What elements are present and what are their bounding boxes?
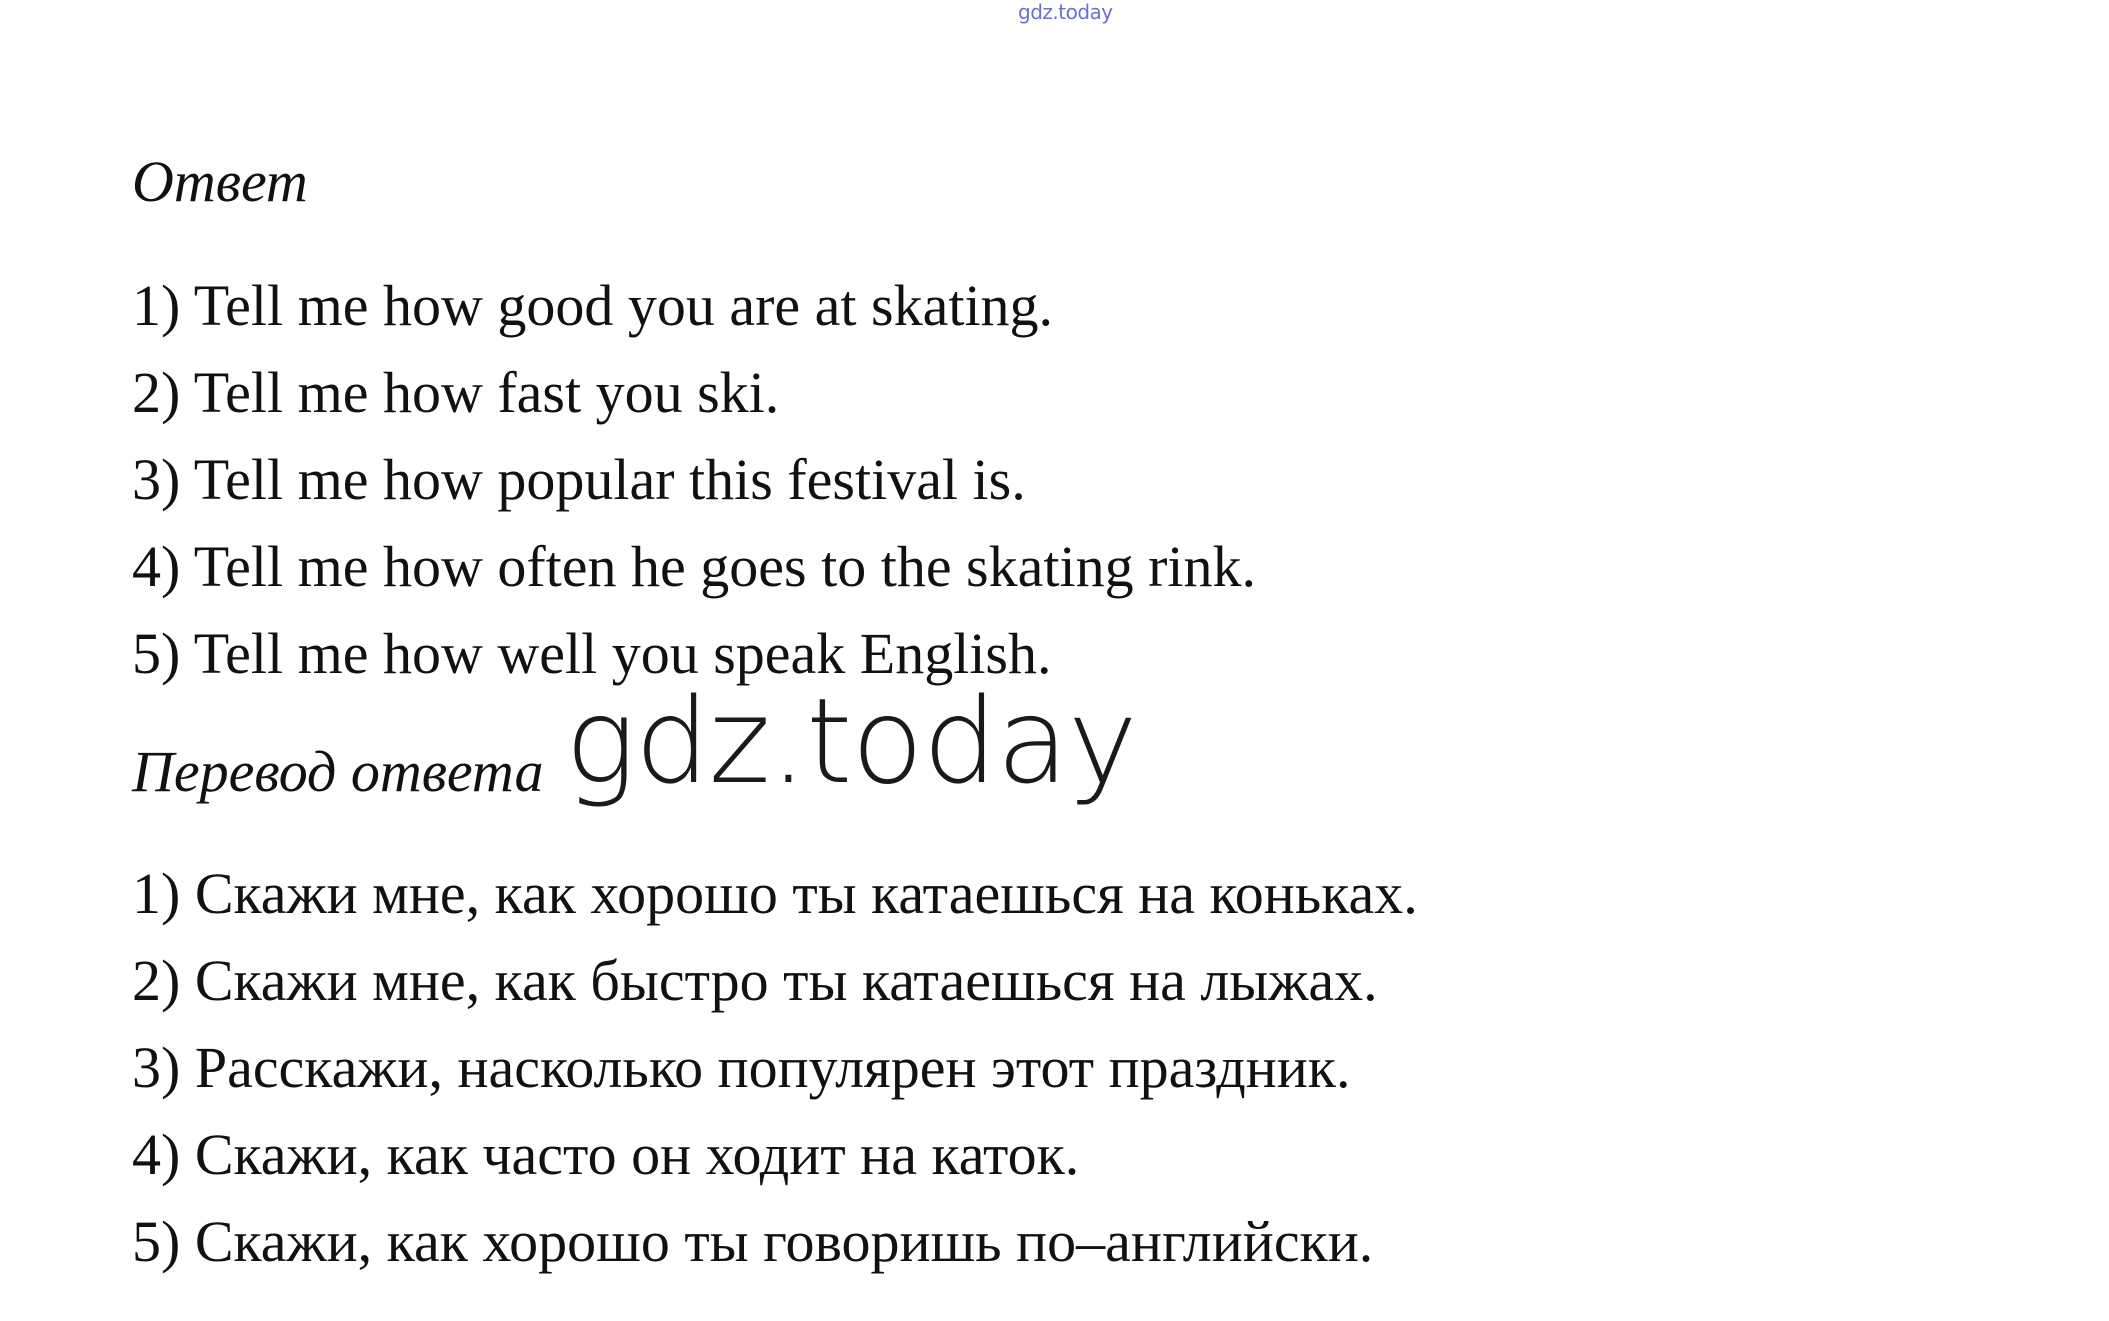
translation-line-4: 4) Скажи, как часто он ходит на каток.	[132, 1122, 1080, 1187]
answer-line-5: 5) Tell me how well you speak English.	[132, 621, 1052, 686]
translation-heading: Перевод ответа	[132, 739, 544, 804]
top-watermark: gdz.today	[1018, 0, 1113, 24]
translation-line-5: 5) Скажи, как хорошо ты говоришь по–английски.	[132, 1209, 1374, 1274]
answer-line-2: 2) Tell me how fast you ski.	[132, 360, 780, 425]
answer-line-3: 3) Tell me how popular this festival is.	[132, 447, 1026, 512]
translation-line-2: 2) Скажи мне, как быстро ты катаешься на лыжах.	[132, 948, 1378, 1013]
translation-line-1: 1) Скажи мне, как хорошо ты катаешься на коньках.	[132, 861, 1418, 926]
watermark-logo: gdz.today	[565, 672, 1137, 810]
answer-heading: Ответ	[132, 149, 308, 214]
answer-line-4: 4) Tell me how often he goes to the skating rink.	[132, 534, 1257, 599]
translation-line-3: 3) Расскажи, насколько популярен этот праздник.	[132, 1035, 1351, 1100]
answer-line-1: 1) Tell me how good you are at skating.	[132, 273, 1054, 338]
